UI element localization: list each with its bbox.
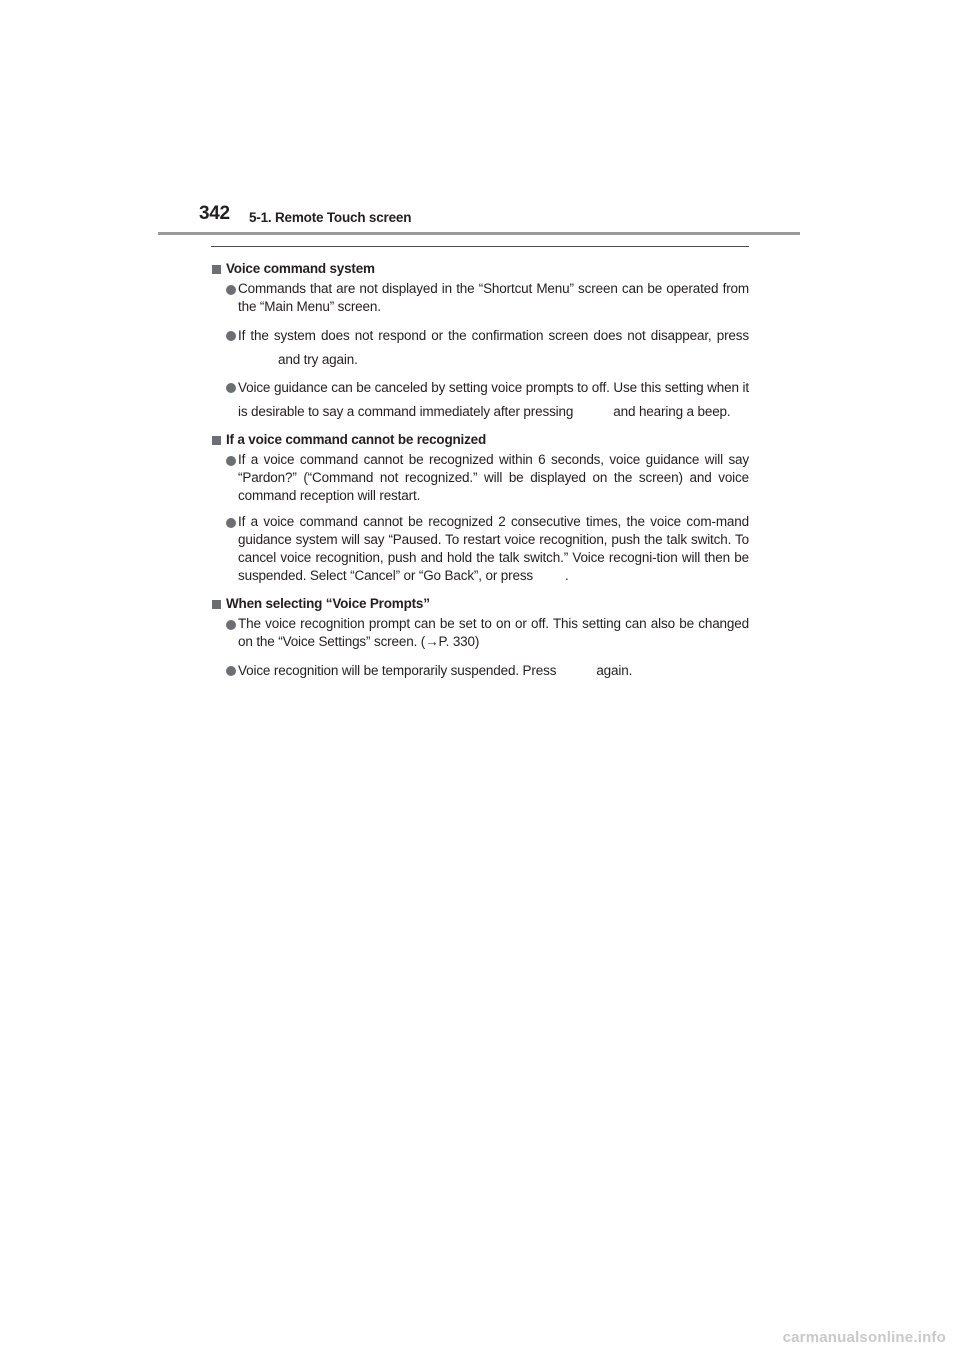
square-bullet-icon xyxy=(212,265,221,274)
list-item-text: and try again. xyxy=(278,352,358,367)
circle-bullet-icon xyxy=(226,383,236,393)
circle-bullet-icon xyxy=(226,285,236,295)
list-item-text: . xyxy=(565,568,569,583)
page-content xyxy=(211,258,749,688)
section-title: 5-1. Remote Touch screen xyxy=(249,210,412,225)
list-item-text: The voice recognition prompt can be set to on or off. This setting can also be changed on the “Voice Settings” screen. (→P. 330) xyxy=(238,616,749,649)
list-item-text: Commands that are not displayed in the “Shortcut Menu” screen can be operated from the “Main Menu” screen. xyxy=(238,281,749,314)
list-item-text: If the system does not respond or the confirmation screen does not disappear, press xyxy=(238,328,749,343)
list-item xyxy=(211,615,749,651)
circle-bullet-icon xyxy=(226,620,236,630)
circle-bullet-icon xyxy=(226,518,236,528)
section-heading xyxy=(211,429,749,451)
square-bullet-icon xyxy=(212,600,221,609)
section-voice-command-system xyxy=(211,258,749,424)
list-item-text: Voice recognition will be temporarily suspended. Press xyxy=(238,663,557,678)
watermark: carmanualsonline.info xyxy=(782,1329,946,1346)
list-item xyxy=(211,659,749,683)
section-heading-text: If a voice command cannot be recognized xyxy=(226,432,487,447)
list-item xyxy=(211,280,749,316)
section-heading xyxy=(211,593,749,615)
list-item xyxy=(211,513,749,585)
section-voice-prompts xyxy=(211,593,749,683)
section-heading xyxy=(211,258,749,280)
header-rule xyxy=(158,232,800,235)
list-item xyxy=(211,451,749,505)
section-heading-text: Voice command system xyxy=(226,261,375,276)
list-item xyxy=(211,376,749,424)
page-number: 342 xyxy=(199,203,230,224)
section-voice-command-not-recognized xyxy=(211,429,749,585)
circle-bullet-icon xyxy=(226,331,236,341)
list-item-text: If a voice command cannot be recognized 2 consecutive times, the voice com-mand guidance system will say “Paused. To restart voice recognition, push the talk switch. To cancel voice recognition, push and hold the talk switch.” Voice recogni-tion will then be suspended. Select “Cancel” or “Go Back”, or press xyxy=(238,514,749,583)
circle-bullet-icon xyxy=(226,666,236,676)
list-item-text: If a voice command cannot be recognized within 6 seconds, voice guidance will say “Pardon?” (“Command not recognized.” will be displayed on the screen) and voice command reception will restart. xyxy=(238,452,749,503)
list-item xyxy=(211,324,749,372)
list-item-text: and hearing a beep. xyxy=(613,404,731,419)
section-heading-text: When selecting “Voice Prompts” xyxy=(226,596,430,611)
circle-bullet-icon xyxy=(226,456,236,466)
square-bullet-icon xyxy=(212,436,221,445)
page-header xyxy=(0,0,960,240)
content-divider xyxy=(211,246,749,247)
list-item-text: Voice guidance can be canceled by setting voice prompts to off. Use this setting when it is desirable to say a command immediately after pressing xyxy=(238,380,749,419)
list-item-text: again. xyxy=(596,663,633,678)
